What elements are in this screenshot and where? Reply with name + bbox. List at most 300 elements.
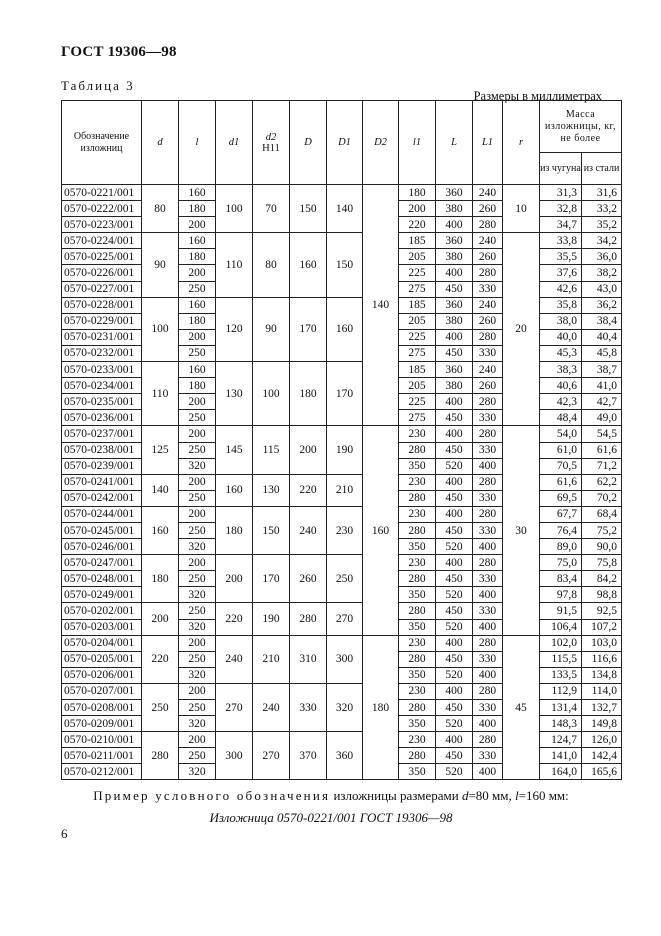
cell-d: 110 [142, 362, 179, 426]
cell-mass-iron: 124,7 [540, 732, 582, 748]
cell-mass-steel: 36,2 [582, 297, 622, 313]
cell-l: 160 [179, 233, 216, 249]
cell-l: 250 [179, 603, 216, 619]
cell-designation: 0570-0244/001 [62, 506, 142, 522]
cell-l1: 280 [399, 522, 436, 538]
cell-l1: 280 [399, 700, 436, 716]
cell-d1: 145 [216, 426, 253, 474]
cell-L: 450 [436, 345, 473, 361]
col-D: D [290, 101, 327, 185]
cell-d1: 220 [216, 603, 253, 635]
cell-L: 380 [436, 313, 473, 329]
cell-L1: 330 [473, 571, 503, 587]
cell-r: 30 [503, 426, 540, 635]
cell-mass-iron: 83,4 [540, 571, 582, 587]
cell-L: 400 [436, 555, 473, 571]
cell-D1: 230 [327, 506, 363, 554]
cell-L1: 280 [473, 474, 503, 490]
cell-mass-iron: 89,0 [540, 539, 582, 555]
cell-mass-steel: 38,7 [582, 362, 622, 378]
cell-l1: 350 [399, 667, 436, 683]
cell-designation: 0570-0204/001 [62, 635, 142, 651]
cell-mass-steel: 114,0 [582, 683, 622, 699]
cell-L1: 330 [473, 603, 503, 619]
cell-l: 160 [179, 362, 216, 378]
cell-L: 400 [436, 635, 473, 651]
cell-mass-iron: 133,5 [540, 667, 582, 683]
page-number: 6 [61, 826, 68, 841]
cell-mass-steel: 75,2 [582, 522, 622, 538]
cell-L1: 280 [473, 683, 503, 699]
cell-L1: 280 [473, 635, 503, 651]
cell-mass-steel: 61,6 [582, 442, 622, 458]
cell-l: 250 [179, 281, 216, 297]
cell-designation: 0570-0210/001 [62, 732, 142, 748]
cell-d2: 240 [253, 683, 290, 731]
cell-l1: 230 [399, 683, 436, 699]
cell-d1: 100 [216, 185, 253, 233]
cell-L1: 280 [473, 426, 503, 442]
cell-l1: 205 [399, 378, 436, 394]
cell-l1: 230 [399, 555, 436, 571]
cell-designation: 0570-0211/001 [62, 748, 142, 764]
cell-l: 200 [179, 555, 216, 571]
document-header: ГОСТ 19306—98 [61, 44, 177, 60]
col-r: r [503, 101, 540, 185]
cell-L1: 330 [473, 522, 503, 538]
cell-L: 400 [436, 329, 473, 345]
cell-mass-iron: 48,4 [540, 410, 582, 426]
cell-mass-iron: 42,3 [540, 394, 582, 410]
cell-l: 320 [179, 587, 216, 603]
cell-d2: 190 [253, 603, 290, 635]
cell-designation: 0570-0241/001 [62, 474, 142, 490]
cell-mass-iron: 54,0 [540, 426, 582, 442]
table-row [62, 426, 622, 442]
cell-L1: 240 [473, 185, 503, 201]
cell-designation: 0570-0231/001 [62, 329, 142, 345]
example-var-d: d [461, 788, 469, 803]
col-mass-iron: из чугуна [540, 153, 582, 185]
cell-l: 200 [179, 265, 216, 281]
cell-mass-iron: 61,6 [540, 474, 582, 490]
cell-l: 250 [179, 345, 216, 361]
cell-mass-iron: 61,0 [540, 442, 582, 458]
table-caption: Таблица 3 [61, 78, 135, 93]
cell-d: 125 [142, 426, 179, 474]
cell-L: 360 [436, 362, 473, 378]
col-l: l [179, 101, 216, 185]
cell-l1: 350 [399, 716, 436, 732]
example-text-2: =80 мм, [468, 788, 512, 803]
cell-mass-iron: 38,0 [540, 313, 582, 329]
cell-l: 250 [179, 522, 216, 538]
cell-L: 450 [436, 748, 473, 764]
cell-D1: 160 [327, 297, 363, 361]
cell-designation: 0570-0232/001 [62, 345, 142, 361]
cell-mass-iron: 164,0 [540, 764, 582, 780]
cell-mass-steel: 35,2 [582, 217, 622, 233]
cell-D1: 270 [327, 603, 363, 635]
cell-mass-iron: 40,6 [540, 378, 582, 394]
cell-mass-iron: 38,3 [540, 362, 582, 378]
cell-mass-iron: 115,5 [540, 651, 582, 667]
cell-d2: 80 [253, 233, 290, 297]
cell-designation: 0570-0225/001 [62, 249, 142, 265]
cell-L: 450 [436, 522, 473, 538]
cell-L1: 400 [473, 587, 503, 603]
col-L1: L1 [473, 101, 503, 185]
cell-designation: 0570-0239/001 [62, 458, 142, 474]
col-L: L [436, 101, 473, 185]
cell-d1: 300 [216, 732, 253, 780]
cell-L: 520 [436, 539, 473, 555]
cell-mass-iron: 40,0 [540, 329, 582, 345]
cell-l: 320 [179, 458, 216, 474]
cell-mass-iron: 112,9 [540, 683, 582, 699]
cell-L: 450 [436, 410, 473, 426]
cell-L1: 330 [473, 700, 503, 716]
cell-mass-steel: 41,0 [582, 378, 622, 394]
cell-L: 450 [436, 571, 473, 587]
cell-l: 250 [179, 651, 216, 667]
cell-D: 160 [290, 233, 327, 297]
cell-l: 200 [179, 683, 216, 699]
cell-d2: 115 [253, 426, 290, 474]
col-d1 [216, 101, 253, 185]
cell-l: 200 [179, 426, 216, 442]
cell-L1: 330 [473, 490, 503, 506]
cell-l1: 230 [399, 474, 436, 490]
cell-mass-steel: 107,2 [582, 619, 622, 635]
cell-l: 200 [179, 635, 216, 651]
cell-d1: 160 [216, 474, 253, 506]
cell-d: 100 [142, 297, 179, 361]
cell-L1: 240 [473, 362, 503, 378]
cell-L1: 280 [473, 265, 503, 281]
cell-mass-iron: 91,5 [540, 603, 582, 619]
example-text-1: изложницы размерами [333, 788, 459, 803]
cell-mass-steel: 70,2 [582, 490, 622, 506]
cell-d: 250 [142, 683, 179, 731]
cell-d1: 270 [216, 683, 253, 731]
example-var-l: l [515, 788, 519, 803]
cell-L1: 330 [473, 281, 503, 297]
cell-l1: 185 [399, 233, 436, 249]
cell-d1: 130 [216, 362, 253, 426]
cell-l1: 275 [399, 345, 436, 361]
cell-L1: 400 [473, 458, 503, 474]
cell-designation: 0570-0203/001 [62, 619, 142, 635]
cell-mass-iron: 102,0 [540, 635, 582, 651]
cell-l: 250 [179, 410, 216, 426]
cell-designation: 0570-0223/001 [62, 217, 142, 233]
cell-L: 450 [436, 490, 473, 506]
cell-mass-iron: 76,4 [540, 522, 582, 538]
cell-d1: 240 [216, 635, 253, 683]
cell-l1: 230 [399, 635, 436, 651]
cell-l: 160 [179, 297, 216, 313]
cell-mass-iron: 131,4 [540, 700, 582, 716]
cell-d: 280 [142, 732, 179, 780]
cell-l1: 350 [399, 587, 436, 603]
cell-L: 360 [436, 297, 473, 313]
cell-D1: 210 [327, 474, 363, 506]
cell-designation: 0570-0208/001 [62, 700, 142, 716]
cell-l: 160 [179, 185, 216, 201]
cell-L1: 330 [473, 651, 503, 667]
cell-designation: 0570-0212/001 [62, 764, 142, 780]
cell-l1: 185 [399, 297, 436, 313]
cell-l: 250 [179, 490, 216, 506]
cell-L1: 260 [473, 378, 503, 394]
example-designation-code: Изложница 0570-0221/001 ГОСТ 19306—98 [209, 810, 453, 825]
cell-mass-iron: 33,8 [540, 233, 582, 249]
cell-D: 260 [290, 555, 327, 603]
cell-D1: 300 [327, 635, 363, 683]
cell-L1: 330 [473, 345, 503, 361]
cell-designation: 0570-0236/001 [62, 410, 142, 426]
cell-l: 320 [179, 716, 216, 732]
cell-L: 400 [436, 506, 473, 522]
cell-L: 520 [436, 764, 473, 780]
cell-designation: 0570-0248/001 [62, 571, 142, 587]
cell-L1: 260 [473, 201, 503, 217]
cell-D: 150 [290, 185, 327, 233]
cell-L1: 240 [473, 233, 503, 249]
cell-mass-steel: 42,7 [582, 394, 622, 410]
col-d: d [142, 101, 179, 185]
cell-mass-iron: 148,3 [540, 716, 582, 732]
col-D2: D2 [363, 101, 399, 185]
cell-D1: 140 [327, 185, 363, 233]
cell-mass-iron: 32,8 [540, 201, 582, 217]
cell-D1: 250 [327, 555, 363, 603]
cell-designation: 0570-0207/001 [62, 683, 142, 699]
cell-l1: 200 [399, 201, 436, 217]
cell-mass-iron: 75,0 [540, 555, 582, 571]
cell-mass-steel: 142,4 [582, 748, 622, 764]
cell-L1: 280 [473, 506, 503, 522]
cell-mass-steel: 62,2 [582, 474, 622, 490]
cell-d2: 130 [253, 474, 290, 506]
cell-L: 380 [436, 249, 473, 265]
cell-mass-steel: 132,7 [582, 700, 622, 716]
cell-L: 380 [436, 201, 473, 217]
cell-mass-steel: 71,2 [582, 458, 622, 474]
cell-mass-steel: 134,8 [582, 667, 622, 683]
col-l1: l1 [399, 101, 436, 185]
cell-d2: 170 [253, 555, 290, 603]
cell-d1: 200 [216, 555, 253, 603]
designation-example [61, 788, 601, 804]
cell-mass-steel: 36,0 [582, 249, 622, 265]
cell-D1: 170 [327, 362, 363, 426]
cell-mass-steel: 90,0 [582, 539, 622, 555]
cell-l1: 280 [399, 603, 436, 619]
cell-D2: 160 [363, 426, 399, 635]
cell-l1: 280 [399, 490, 436, 506]
cell-d1: 180 [216, 506, 253, 554]
cell-L: 400 [436, 394, 473, 410]
cell-mass-iron: 97,8 [540, 587, 582, 603]
cell-mass-steel: 165,6 [582, 764, 622, 780]
cell-L: 450 [436, 651, 473, 667]
cell-l1: 275 [399, 281, 436, 297]
cell-mass-iron: 37,6 [540, 265, 582, 281]
cell-mass-steel: 68,4 [582, 506, 622, 522]
cell-mass-steel: 38,4 [582, 313, 622, 329]
col-D1: D1 [327, 101, 363, 185]
cell-l: 180 [179, 249, 216, 265]
cell-d: 140 [142, 474, 179, 506]
col-d2-fit: H11 [262, 142, 280, 154]
cell-D: 200 [290, 426, 327, 474]
cell-l: 180 [179, 313, 216, 329]
cell-L: 400 [436, 217, 473, 233]
cell-l1: 185 [399, 362, 436, 378]
cell-L: 520 [436, 458, 473, 474]
cell-designation: 0570-0245/001 [62, 522, 142, 538]
cell-L1: 400 [473, 667, 503, 683]
col-d2-label: d2 [265, 131, 277, 143]
cell-d: 80 [142, 185, 179, 233]
cell-mass-steel: 103,0 [582, 635, 622, 651]
cell-l: 250 [179, 700, 216, 716]
cell-l: 250 [179, 442, 216, 458]
cell-L: 520 [436, 716, 473, 732]
dimensions-table [61, 100, 622, 780]
cell-l1: 205 [399, 313, 436, 329]
cell-L1: 400 [473, 619, 503, 635]
cell-d2: 150 [253, 506, 290, 554]
cell-mass-iron: 45,3 [540, 345, 582, 361]
cell-d: 90 [142, 233, 179, 297]
cell-mass-iron: 42,6 [540, 281, 582, 297]
cell-designation: 0570-0233/001 [62, 362, 142, 378]
cell-l1: 225 [399, 265, 436, 281]
cell-designation: 0570-0229/001 [62, 313, 142, 329]
cell-designation: 0570-0221/001 [62, 185, 142, 201]
cell-r: 10 [503, 185, 540, 233]
cell-L: 450 [436, 442, 473, 458]
cell-L1: 260 [473, 313, 503, 329]
cell-L1: 330 [473, 748, 503, 764]
cell-L: 400 [436, 732, 473, 748]
cell-mass-iron: 70,5 [540, 458, 582, 474]
cell-mass-iron: 31,3 [540, 185, 582, 201]
cell-L: 450 [436, 603, 473, 619]
cell-L1: 280 [473, 555, 503, 571]
cell-l: 200 [179, 474, 216, 490]
cell-l1: 180 [399, 185, 436, 201]
cell-l1: 275 [399, 410, 436, 426]
cell-D1: 150 [327, 233, 363, 297]
cell-designation: 0570-0222/001 [62, 201, 142, 217]
cell-l1: 230 [399, 426, 436, 442]
cell-l1: 280 [399, 442, 436, 458]
cell-d2: 70 [253, 185, 290, 233]
cell-mass-iron: 69,5 [540, 490, 582, 506]
cell-mass-steel: 33,2 [582, 201, 622, 217]
cell-L1: 280 [473, 732, 503, 748]
cell-L: 520 [436, 667, 473, 683]
cell-L1: 280 [473, 217, 503, 233]
cell-l: 320 [179, 764, 216, 780]
cell-L: 360 [436, 233, 473, 249]
cell-L: 520 [436, 619, 473, 635]
cell-designation: 0570-0206/001 [62, 667, 142, 683]
cell-D1: 190 [327, 426, 363, 474]
cell-mass-steel: 43,0 [582, 281, 622, 297]
cell-D: 370 [290, 732, 327, 780]
cell-r: 20 [503, 233, 540, 426]
cell-designation: 0570-0247/001 [62, 555, 142, 571]
cell-L1: 260 [473, 249, 503, 265]
col-designation: Обозначение изложниц [62, 101, 142, 185]
cell-designation: 0570-0228/001 [62, 297, 142, 313]
cell-l: 250 [179, 748, 216, 764]
cell-designation: 0570-0246/001 [62, 539, 142, 555]
cell-mass-iron: 35,8 [540, 297, 582, 313]
cell-designation: 0570-0235/001 [62, 394, 142, 410]
cell-designation: 0570-0242/001 [62, 490, 142, 506]
cell-mass-steel: 126,0 [582, 732, 622, 748]
cell-l: 180 [179, 201, 216, 217]
cell-L1: 280 [473, 394, 503, 410]
table-row [62, 635, 622, 651]
cell-l: 200 [179, 506, 216, 522]
cell-mass-steel: 84,2 [582, 571, 622, 587]
cell-L1: 330 [473, 410, 503, 426]
example-lead: Пример условного обозначения [93, 788, 331, 803]
cell-l: 200 [179, 217, 216, 233]
cell-l: 250 [179, 571, 216, 587]
cell-l1: 220 [399, 217, 436, 233]
cell-d: 220 [142, 635, 179, 683]
cell-D: 220 [290, 474, 327, 506]
cell-l: 180 [179, 378, 216, 394]
cell-L: 360 [436, 185, 473, 201]
cell-l1: 350 [399, 458, 436, 474]
col-d1-label: d1 [228, 137, 240, 148]
cell-L: 400 [436, 426, 473, 442]
cell-D: 280 [290, 603, 327, 635]
cell-designation: 0570-0202/001 [62, 603, 142, 619]
cell-l1: 230 [399, 506, 436, 522]
cell-mass-steel: 34,2 [582, 233, 622, 249]
cell-l1: 280 [399, 748, 436, 764]
cell-mass-steel: 49,0 [582, 410, 622, 426]
cell-mass-steel: 38,2 [582, 265, 622, 281]
cell-l: 200 [179, 732, 216, 748]
cell-L1: 330 [473, 442, 503, 458]
cell-designation: 0570-0249/001 [62, 587, 142, 603]
cell-l: 320 [179, 539, 216, 555]
cell-mass-iron: 67,7 [540, 506, 582, 522]
col-mass-steel: из стали [582, 153, 622, 185]
cell-l1: 350 [399, 539, 436, 555]
cell-L: 400 [436, 474, 473, 490]
cell-D1: 320 [327, 683, 363, 731]
cell-d2: 90 [253, 297, 290, 361]
cell-L: 380 [436, 378, 473, 394]
cell-L1: 400 [473, 539, 503, 555]
cell-mass-iron: 106,4 [540, 619, 582, 635]
cell-mass-steel: 98,8 [582, 587, 622, 603]
cell-d: 180 [142, 555, 179, 603]
cell-mass-steel: 54,5 [582, 426, 622, 442]
